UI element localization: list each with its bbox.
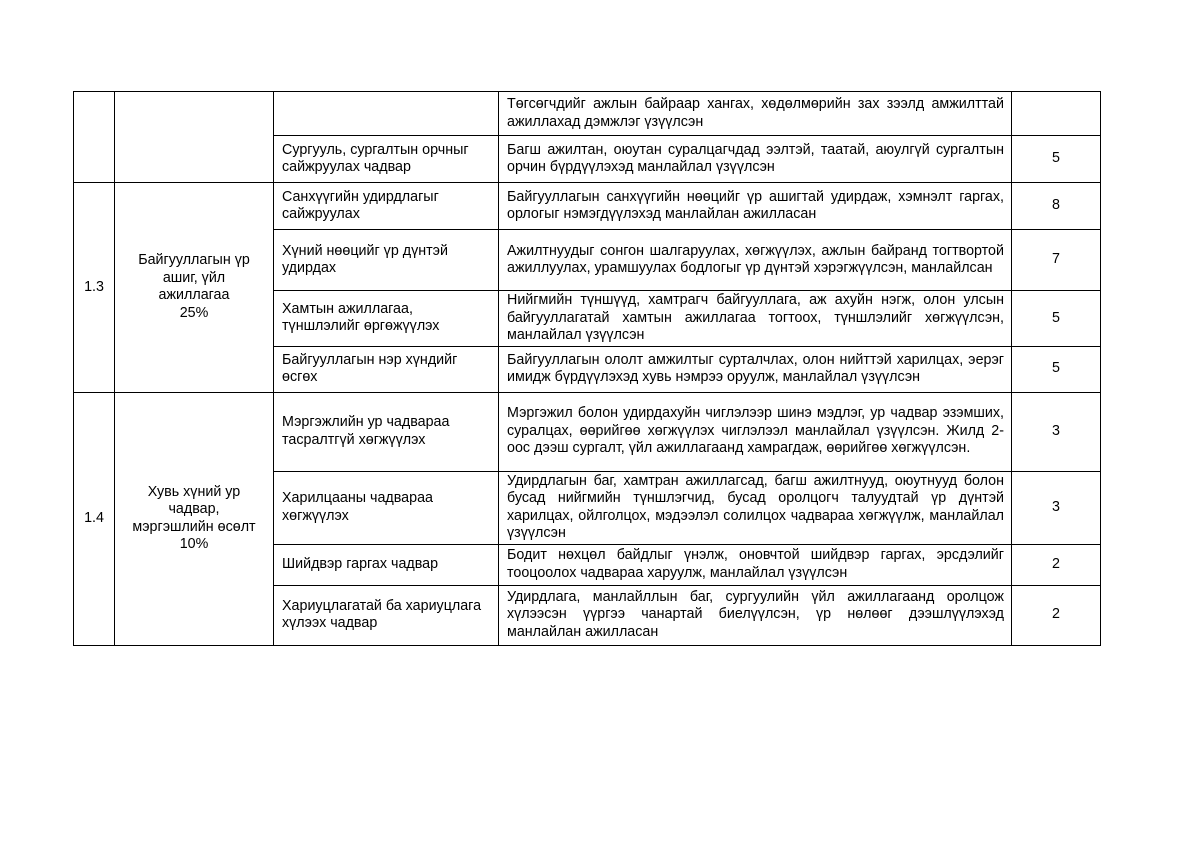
section-number-cell <box>74 92 115 183</box>
criterion-cell: Сургууль, сургалтын орчныг сайжруулах чадвар <box>274 136 499 183</box>
criterion-cell: Хамтын ажиллагаа, түншлэлийг өргөжүүлэх <box>274 291 499 347</box>
points-cell: 7 <box>1012 230 1101 291</box>
points-cell: 8 <box>1012 183 1101 230</box>
criterion-cell <box>274 92 499 136</box>
section-number-cell: 1.3 <box>74 183 115 393</box>
section-title-line: Хувь хүний ур <box>147 483 241 500</box>
section-title-cell <box>115 183 274 393</box>
points-cell: 5 <box>1012 346 1101 392</box>
points-cell: 2 <box>1012 585 1101 645</box>
table-row <box>74 183 1101 230</box>
points-cell: 2 <box>1012 544 1101 585</box>
points-cell <box>1012 92 1101 136</box>
section-title-line: ажиллагаа <box>158 287 230 304</box>
section-title-cell <box>115 92 274 183</box>
criterion-cell: Санхүүгийн удирдлагыг сайжруулах <box>274 183 499 230</box>
section-weight: 25% <box>179 304 209 321</box>
criterion-cell: Хариуцлагатай ба хариуцлага хүлээх чадвар <box>274 585 499 645</box>
description-cell: Байгууллагын санхүүгийн нөөцийг үр ашигтай удирдаж, хэмнэлт гаргах, орлогыг нэмэгдүүлэхэд манлайлан ажилласан <box>499 183 1012 230</box>
table-row <box>74 92 1101 136</box>
points-cell: 5 <box>1012 291 1101 347</box>
description-cell: Багш ажилтан, оюутан суралцагчдад ээлтэй, таатай, аюулгүй сургалтын орчин бүрдүүлэхэд манлайлал үзүүлсэн <box>499 136 1012 183</box>
criterion-cell: Байгууллагын нэр хүндийг өсгөх <box>274 346 499 392</box>
description-cell: Ажилтнуудыг сонгон шалгаруулах, хөгжүүлэх, ажлын байранд тогтвортой ажиллуулах, урамшуулах бодлогыг үр дүнтэй хэрэгжүүлсэн, манлайлсан <box>499 230 1012 291</box>
section-weight: 10% <box>179 536 209 552</box>
section-title-line: ашиг, үйл <box>162 269 226 286</box>
criterion-cell: Хүний нөөцийг үр дүнтэй удирдах <box>274 230 499 291</box>
evaluation-table <box>73 91 1101 646</box>
description-cell: Нийгмийн түншүүд, хамтрагч байгууллага, аж ахуйн нэгж, олон улсын байгууллагатай хамтын ажиллагаа тогтоох, түншлэлийг хөгжүүлсэн, манлайлал үзүүлсэн <box>499 291 1012 347</box>
points-cell: 5 <box>1012 136 1101 183</box>
description-cell: Удирдлагын баг, хамтран ажиллагсад, багш ажилтнууд, оюутнууд болон бусад нийгмийн түншлэгчид, бусад оролцогч талуудтай үр дүнтэй харилцах, ойлголцох, мэдээлэл солилцох чадвараа хөгжүүлж, манлайлал үзүүлсэн <box>499 471 1012 544</box>
criterion-cell: Мэргэжлийн ур чадвараа тасралтгүй хөгжүүлэх <box>274 392 499 471</box>
description-cell: Төгсөгчдийг ажлын байраар хангах, хөдөлмөрийн зах зээлд амжилттай ажиллахад дэмжлэг үзүүлсэн <box>499 92 1012 136</box>
section-number-cell: 1.4 <box>74 392 115 645</box>
points-cell: 3 <box>1012 471 1101 544</box>
section-title-line: Байгууллагын үр <box>138 252 250 269</box>
section-title-line: мэргэшлийн өсөлт <box>132 518 256 535</box>
criterion-cell: Шийдвэр гаргах чадвар <box>274 544 499 585</box>
description-cell: Удирдлага, манлайллын баг, сургуулийн үйл ажиллагаанд оролцож хүлээсэн үүргээ чанартай биелүүлсэн, үр нөлөөг дээшлүүлэхэд манлайлан ажилласан <box>499 585 1012 645</box>
table-row <box>74 392 1101 471</box>
section-title-line: чадвар, <box>168 501 220 517</box>
description-cell: Бодит нөхцөл байдлыг үнэлж, оновчтой шийдвэр гаргах, эрсдэлийг тооцоолох чадвараа харуулж, манлайлал үзүүлсэн <box>499 544 1012 585</box>
points-cell: 3 <box>1012 392 1101 471</box>
description-cell: Мэргэжил болон удирдахуйн чиглэлээр шинэ мэдлэг, ур чадвар эзэмших, суралцах, өөрийгөө хөгжүүлэх чиглэлээл манлайлал үзүүлсэн. Жилд 2-оос дээш сургалт, үйл ажиллагаанд хамрагдаж, өөрийгөө хөгжүүлсэн. <box>499 392 1012 471</box>
description-cell: Байгууллагын ололт амжилтыг сурталчлах, олон нийттэй харилцах, эерэг имидж бүрдүүлэхэд хувь нэмрээ оруулж, манлайлал үзүүлсэн <box>499 346 1012 392</box>
criterion-cell: Харилцааны чадвараа хөгжүүлэх <box>274 471 499 544</box>
section-title-cell <box>115 392 274 645</box>
